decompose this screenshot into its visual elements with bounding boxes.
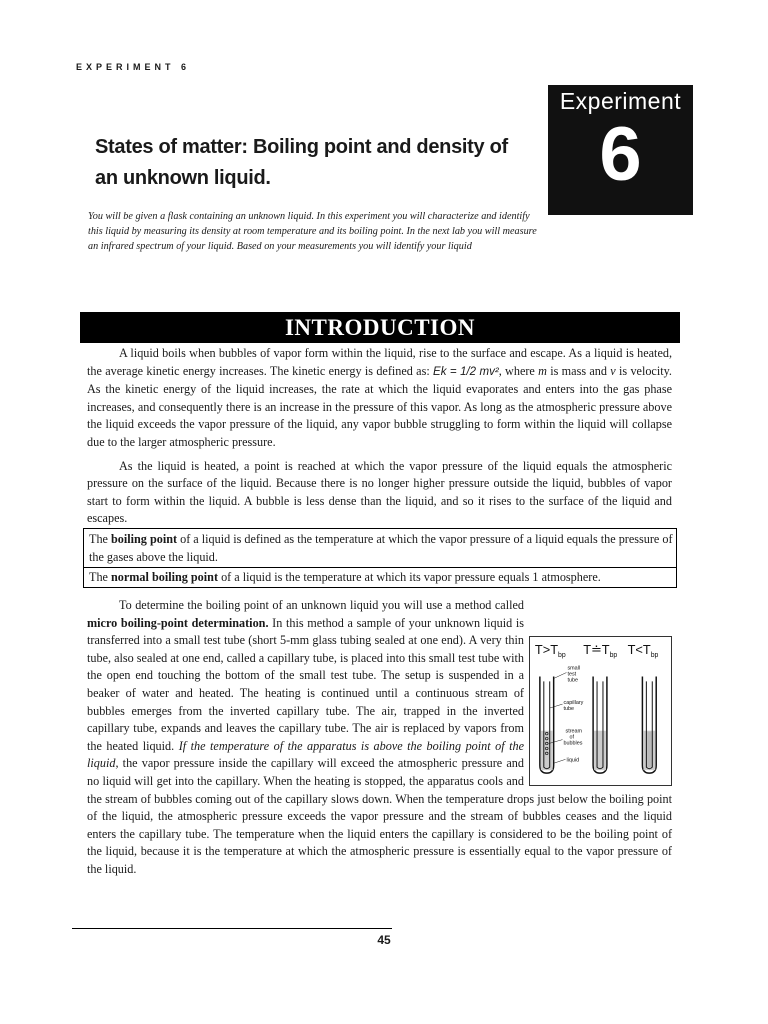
svg-text:liquid: liquid (566, 757, 580, 764)
page-number: 45 (377, 933, 391, 947)
p1-text-d: is velocity. As the kinetic energy of the liquid increases, the rate at which the liquid evaporates and enters into the gas phase increases, and consequently there is an increase in the pressure of this vapor. As long as the atmospheric pressure above the liquid exceeds the vapor pressure of the liquid, any vapor bubble struggling to form within the liquid will collapse due to the larger atmospheric pressure. (87, 363, 672, 449)
footer-rule (72, 928, 392, 929)
d1-pre: The (89, 532, 111, 546)
experiment-header-label: EXPERIMENT 6 (76, 62, 191, 72)
p1-var-m: m (538, 363, 547, 378)
section-heading-introduction: INTRODUCTION (80, 312, 680, 343)
kinetic-energy-formula: Ek = 1/2 mv² (433, 365, 499, 378)
d2-post: of a liquid is the temperature at which its vapor pressure equals 1 atmosphere. (218, 570, 601, 584)
method-term: micro boiling-point determination. (87, 615, 269, 630)
method-italic: If the temperature of the apparatus is above the boiling point of the liquid, (87, 738, 525, 771)
d1-post: of a liquid is defined as the temperature at which the vapor pressure of a liquid equals the pressure of the gases above the liquid. (89, 532, 673, 564)
p1-var-v: v (610, 363, 616, 378)
p1-text-b: , where (498, 363, 539, 378)
intro-paragraphs (87, 345, 672, 528)
d2-pre: The (89, 570, 111, 584)
header-below-bp: $T<T_{bp}$ (627, 641, 659, 659)
method-text-c: the vapor pressure inside the capillary will exceed the atmospheric pressure and no liquid will get into the capillary. When the heating is stopped, the apparatus cools and the stream of bubbles coming out of the capillary slows down. When the temperature drops just below the boiling point of the liquid, the atmospheric pressure exceeds the vapor pressure and the stream of bubbles ceases and the liquid enters the capillary tube. The temperature when the liquid enters the capillary is considered to be the boiling point of the liquid, because it is the temperature at which the atmospheric pressure is essentially equal to the vapor pressure of the liquid. (87, 756, 672, 876)
definition-normal-boiling-point (89, 569, 673, 587)
intro-summary: You will be given a flask containing an unknown liquid. In this experiment you will characterize and identify this liquid by measuring its density at room temperature and its boiling point. In the next lab you will measure an infrared spectrum of your liquid. Based on your measurements you will identify your liquid (88, 211, 537, 252)
page-title: States of matter: Boiling point and density of an unknown liquid. (95, 136, 508, 189)
badge-word: Experiment (559, 88, 682, 114)
header-at-bp: $T≐T_{bp}$ (583, 641, 618, 659)
badge-number: 6 (599, 112, 642, 197)
definition-boiling-point (89, 531, 673, 566)
svg-text:streamofbubbles: stream of bubbles (563, 728, 583, 747)
test-tube-2 (593, 676, 607, 773)
d1-term: boiling point (111, 532, 178, 546)
method-text-b: In this method a sample of your unknown liquid is transferred into a small test tube (short 5-mm glass tubing sealed at one end). A very thin tube, also sealed at one end, called a capillary tube, is placed into this small test tube with the open end touching the bottom of the small test tube. The setup is suspended in a beaker of water and heated. The heating is continued until a continuous stream of bubbles emerges from the inverted capillary tube. The air, trapped in the inverted capillary tube, expands and leaves the capillary tube. The air is replaced by vapors from the heated liquid. (87, 615, 524, 753)
test-tube-3 (642, 676, 656, 773)
paragraph-kinetic-energy (87, 345, 672, 452)
capillary-tube-diagram (529, 636, 672, 786)
definition-box (83, 528, 677, 588)
svg-text:smalltesttube: small test tube (567, 665, 581, 684)
paragraph-vapor-pressure: As the liquid is heated, a point is reached at which the vapor pressure of the liquid equals the atmospheric pressure on the surface of the liquid. Because there is no longer higher pressure outside the liquid, bubbles of vapor start to form within the liquid. A bubble is less dense than the liquid, and so it rises to the surface of the liquid and escapes. (87, 458, 672, 526)
svg-text:capillarytube: capillary tube (563, 700, 584, 713)
p1-text-c: is mass and (546, 363, 611, 378)
d2-term: normal boiling point (111, 570, 219, 584)
header-above-bp: $T>T_{bp}$ (534, 641, 566, 659)
definition-divider (84, 567, 676, 568)
test-tube-1 (540, 676, 554, 773)
experiment-badge (548, 85, 693, 215)
method-text-a: To determine the boiling point of an unknown liquid you will use a method called (119, 598, 524, 612)
p1-text-a: A liquid boils when bubbles of vapor form within the liquid, rise to the surface and escape. As a liquid is heated, the average kinetic energy increases. The kinetic energy is defined as: (87, 346, 672, 378)
